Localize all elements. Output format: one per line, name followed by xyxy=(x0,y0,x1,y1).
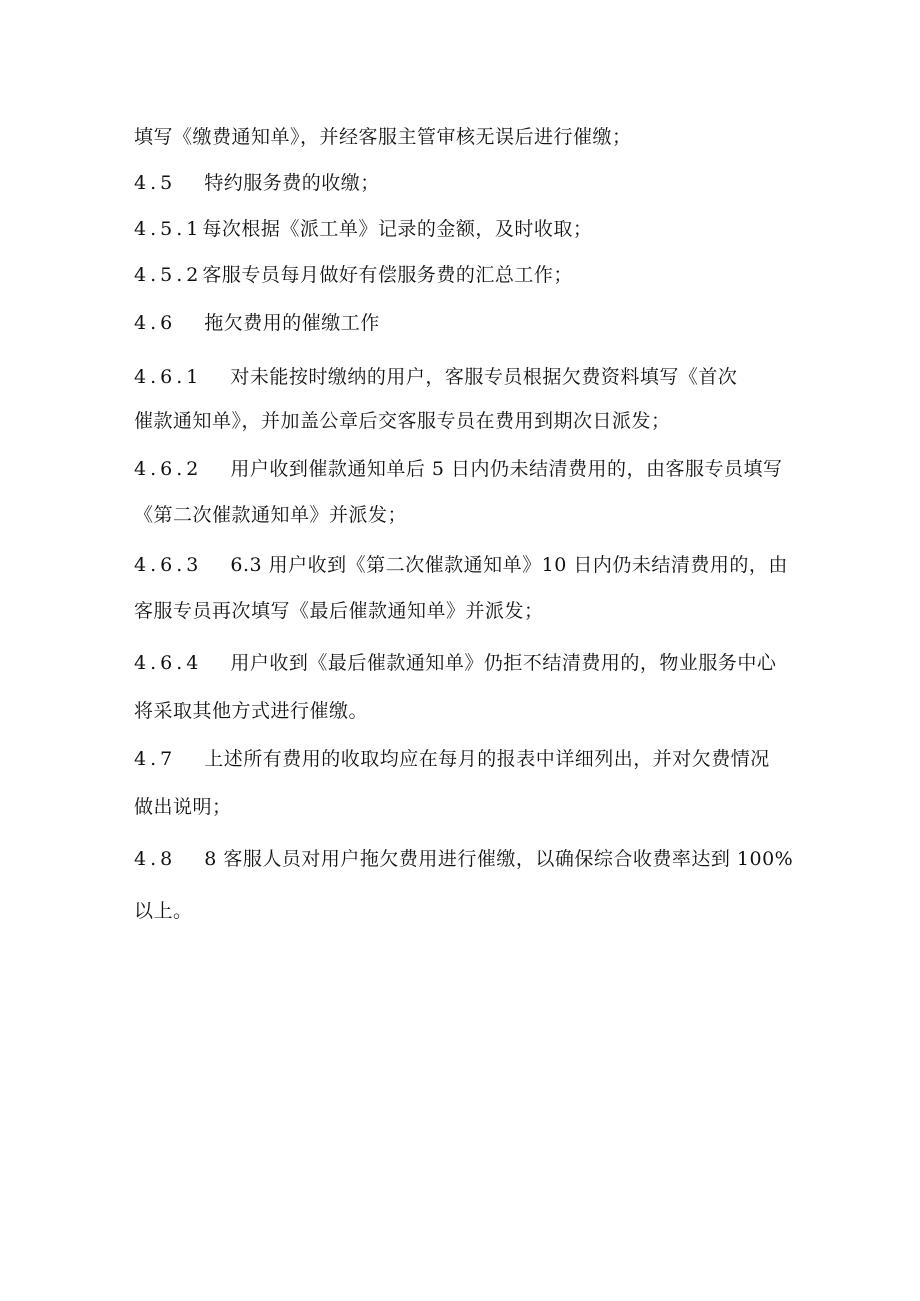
body-line-continuation xyxy=(134,502,407,528)
line-text: 上述所有费用的收取均应在每月的报表中详细列出，并对欠费情况 xyxy=(204,748,770,770)
clause-4-5-1 xyxy=(134,216,592,242)
body-line-continuation xyxy=(134,124,632,150)
section-number: 4.8 xyxy=(134,848,177,870)
section-4-8 xyxy=(134,846,793,872)
line-text: 填写《缴费通知单》，并经客服主管审核无误后进行催缴； xyxy=(134,126,632,148)
line-text: 客服专员每月做好有偿服务费的汇总工作； xyxy=(202,264,573,286)
section-4-7 xyxy=(134,746,770,772)
section-4-5-heading xyxy=(134,170,380,196)
section-number: 4.6.2 xyxy=(134,458,203,480)
line-text: 催款通知单》，并加盖公章后交客服专员在费用到期次日派发； xyxy=(134,410,671,432)
line-text: 每次根据《派工单》记录的金额，及时收取； xyxy=(202,218,593,240)
clause-4-6-3 xyxy=(134,552,788,578)
line-text: 8 客服人员对用户拖欠费用进行催缴，以确保综合收费率达到 100% xyxy=(204,848,794,870)
line-text: 用户收到《最后催款通知单》仍拒不结清费用的，物业服务中心 xyxy=(230,652,777,674)
section-number: 4.6.3 xyxy=(134,554,203,576)
body-line-continuation xyxy=(134,898,193,924)
clause-4-5-2 xyxy=(134,262,573,288)
body-line-continuation xyxy=(134,698,368,724)
line-text: 拖欠费用的催缴工作 xyxy=(204,312,380,334)
line-text: 特约服务费的收缴； xyxy=(204,172,380,194)
section-number: 4.5.1 xyxy=(134,218,203,240)
line-text: 对未能按时缴纳的用户，客服专员根据欠费资料填写《首次 xyxy=(230,366,738,388)
section-number: 4.5.2 xyxy=(134,264,203,286)
section-number: 4.6 xyxy=(134,312,177,334)
line-text: 客服专员再次填写《最后催款通知单》并派发； xyxy=(134,600,544,622)
clause-4-6-2 xyxy=(134,456,783,482)
line-text: 用户收到催款通知单后 5 日内仍未结清费用的，由客服专员填写 xyxy=(230,458,783,480)
clause-4-6-4 xyxy=(134,650,776,676)
body-line-continuation xyxy=(134,598,544,624)
body-line-continuation xyxy=(134,408,671,434)
section-number: 4.7 xyxy=(134,748,177,770)
clause-4-6-1 xyxy=(134,364,737,390)
section-4-6-heading xyxy=(134,310,380,336)
section-number: 4.6.4 xyxy=(134,652,203,674)
body-line-continuation xyxy=(134,794,232,820)
section-number: 4.5 xyxy=(134,172,177,194)
line-text: 以上。 xyxy=(134,900,193,922)
line-text: 做出说明； xyxy=(134,796,232,818)
line-text: 6.3 用户收到《第二次催款通知单》10 日内仍未结清费用的，由 xyxy=(230,554,788,576)
line-text: 将采取其他方式进行催缴。 xyxy=(134,700,369,722)
section-number: 4.6.1 xyxy=(134,366,203,388)
line-text: 《第二次催款通知单》并派发； xyxy=(134,504,408,526)
